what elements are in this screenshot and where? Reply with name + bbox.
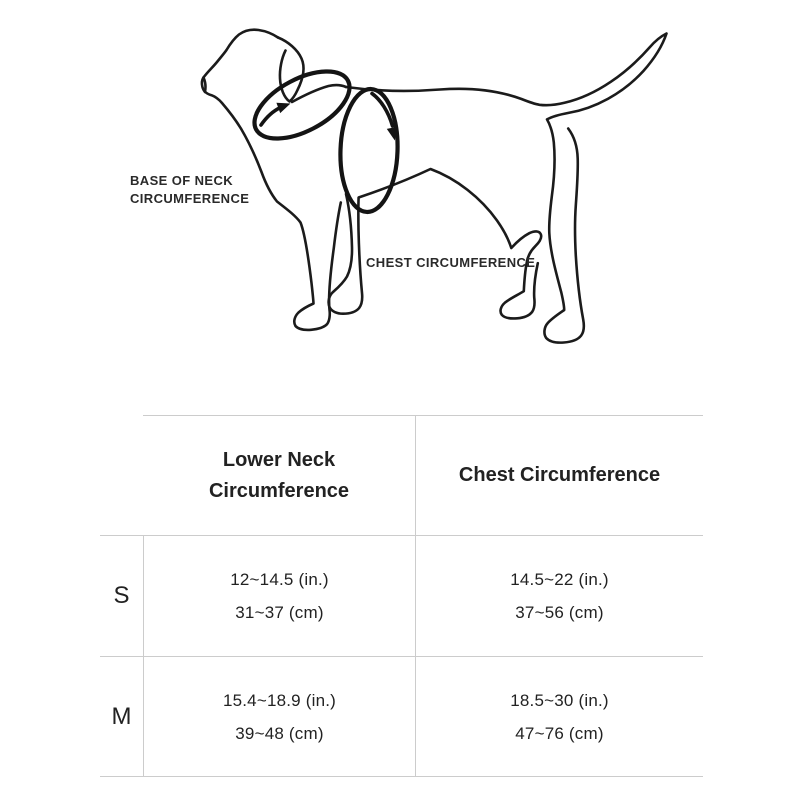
row-m-chest-cm: 47~76 (cm) [515, 723, 604, 743]
dog-ear-line [278, 38, 303, 102]
neck-measure-label [130, 172, 249, 208]
row-s-lower-neck-inches: 12~14.5 (in.) [230, 570, 329, 589]
neck-measure-label-line1: BASE OF NECK [130, 173, 234, 188]
row-s-lower-neck-cell [143, 536, 415, 657]
dog-belly-legs-line [329, 169, 542, 318]
header-lower-neck [143, 415, 415, 536]
neck-measure-arrow [261, 108, 281, 126]
row-s-chest-cm: 37~56 (cm) [515, 603, 604, 622]
dog-neck-back-line [292, 85, 346, 102]
neck-measure-label-line2: CIRCUMFERENCE [130, 191, 250, 206]
row-m-lower-neck-cm: 39~48 (cm) [235, 723, 324, 743]
header-corner-cell [100, 415, 143, 536]
header-lower-neck-line2: Circumference [208, 479, 350, 502]
row-s-chest-inches: 14.5~22 (in.) [510, 570, 609, 589]
row-s-chest-cell [415, 536, 703, 657]
row-m-size-label: M [100, 657, 143, 777]
row-m-lower-neck-inches: 15.4~18.9 (in.) [222, 690, 337, 710]
header-lower-neck-line1: Lower Neck [222, 448, 336, 471]
row-s-size-label: S [100, 536, 143, 657]
header-chest-text: Chest Circumference [458, 464, 661, 486]
header-chest [415, 415, 703, 536]
row-m-lower-neck-cell [143, 657, 415, 777]
row-m-chest-inches: 18.5~30 (in.) [510, 690, 609, 710]
chest-measure-label: CHEST CIRCUMFERENCE [366, 255, 536, 270]
row-m-chest-cell [415, 657, 703, 777]
row-s-lower-neck-cm: 31~37 (cm) [235, 603, 324, 622]
dog-back-tail-line [346, 34, 667, 343]
dog-head-line [202, 30, 278, 92]
size-chart-table [100, 415, 703, 777]
neck-arrowhead [276, 103, 290, 113]
